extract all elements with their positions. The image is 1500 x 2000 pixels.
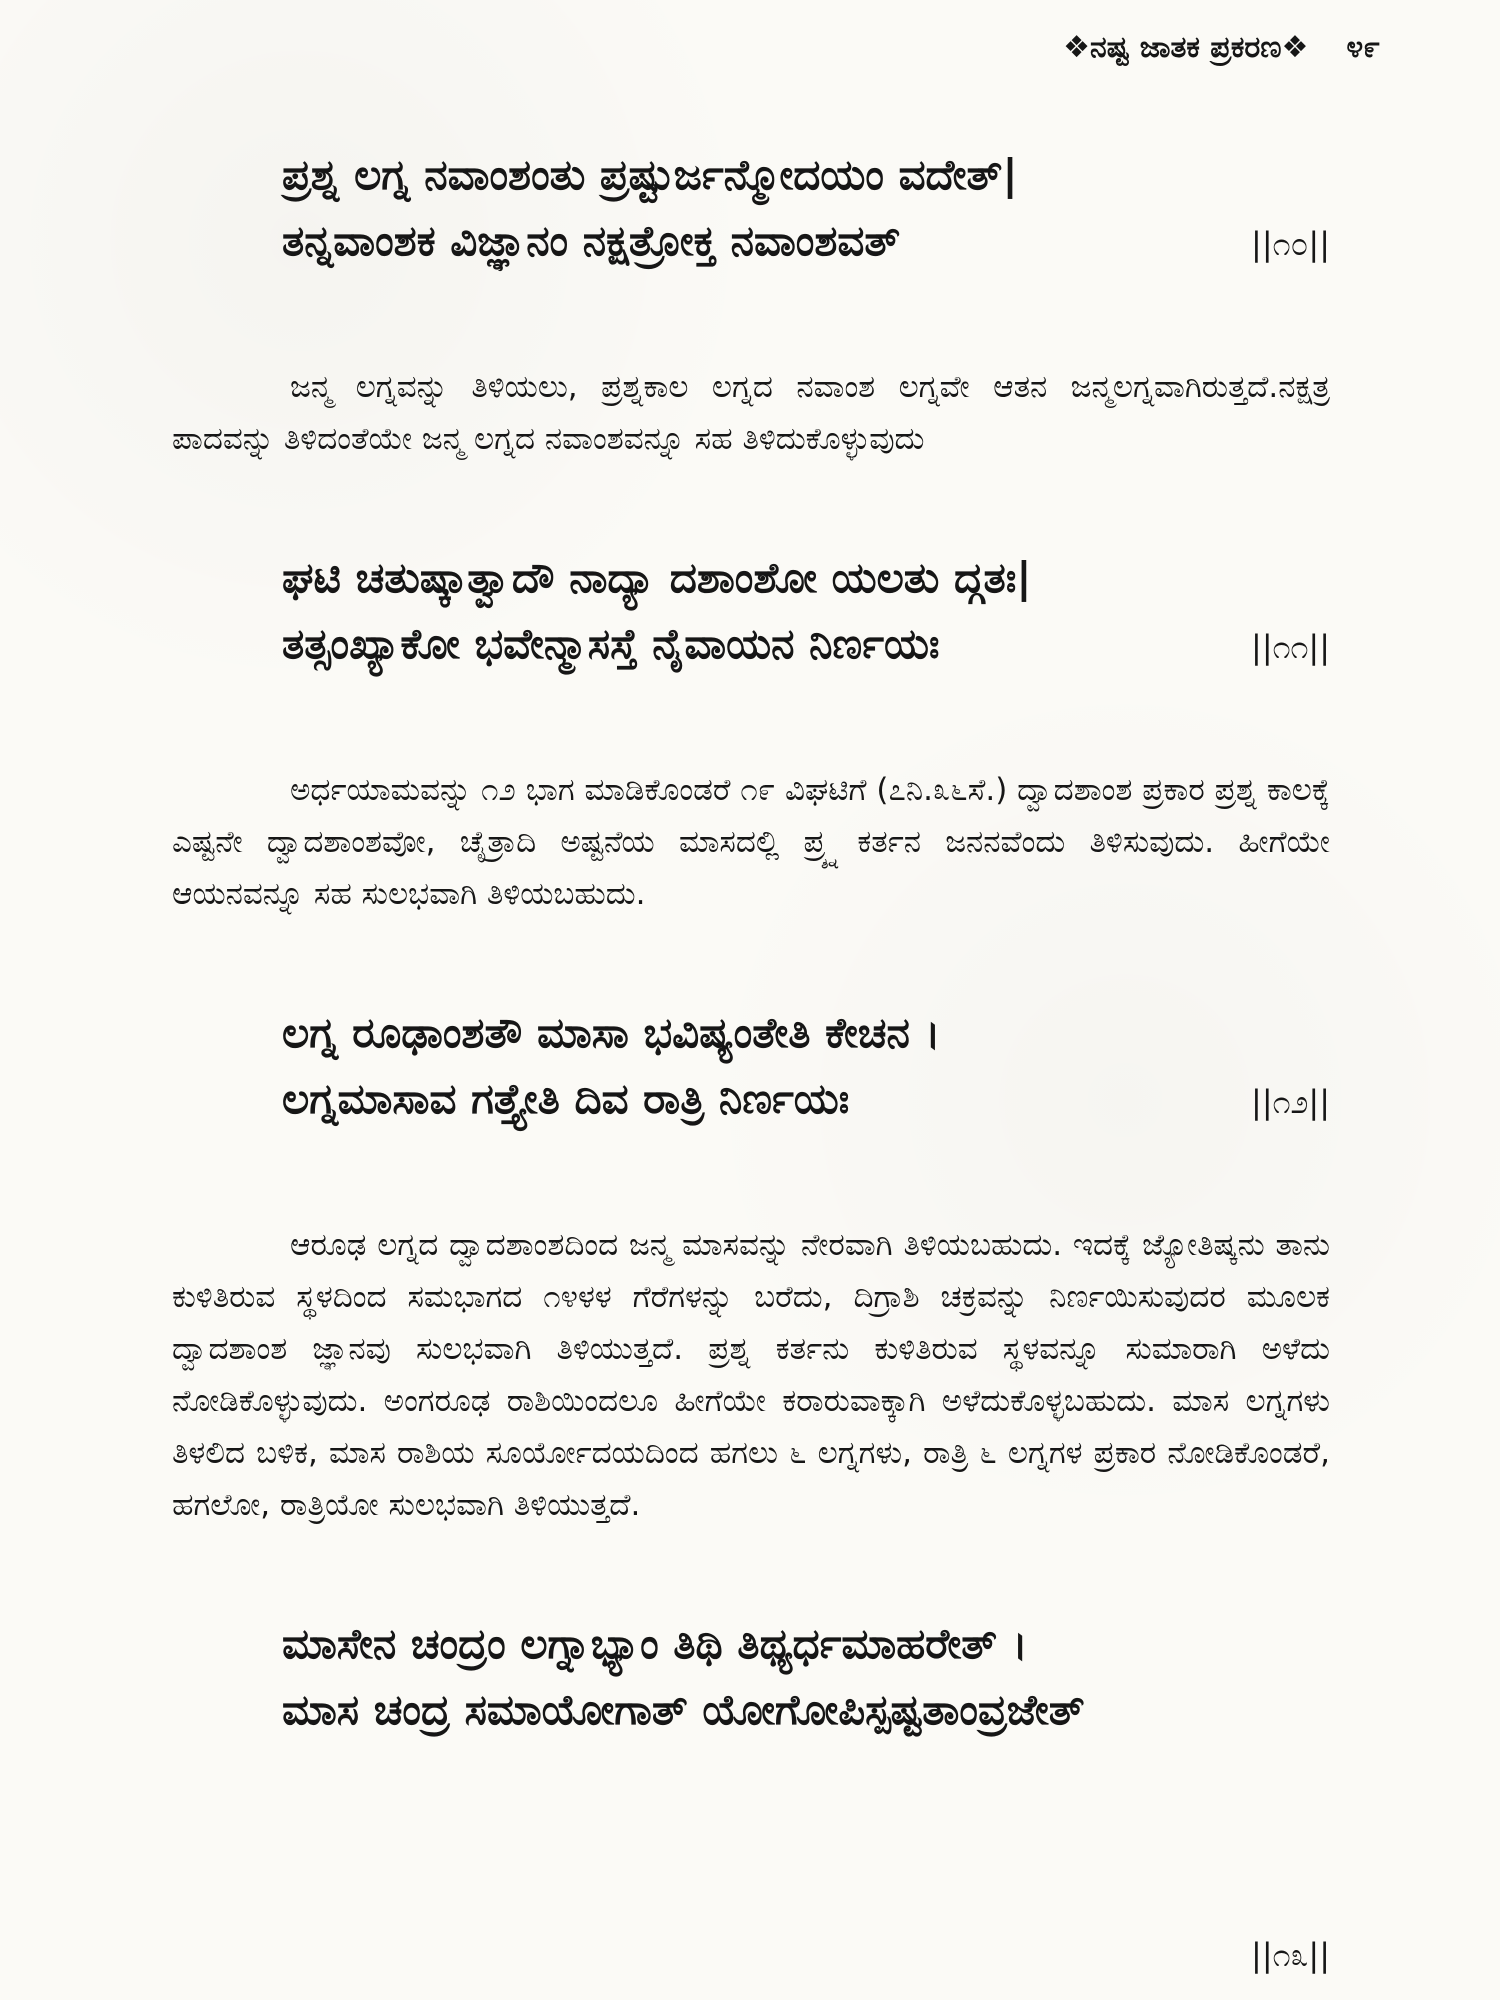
page-header (1063, 30, 1380, 65)
verse-11 (282, 545, 1330, 680)
explanation-text: ಅರ್ಧಯಾಮವನ್ನು ೧೨ ಭಾಗ ಮಾಡಿಕೊಂಡರೆ ೧೯ ವಿಘಟಿಗೆ (೭ನಿ.೩೬ಸೆ.) ದ್ವಾದಶಾಂಶ ಪ್ರಕಾರ ಪ್ರಶ್ನ ಕಾಲಕ್ಕೆ ಎಷ್ಟನೇ ದ್ವಾದಶಾಂಶವೋ, ಚೈತ್ರಾದಿ ಅಷ್ಟನೆಯ ಮಾಸದಲ್ಲಿ ಪ್ರ್ಶ್ನ ಕರ್ತನ ಜನನವೆಂದು ತಿಳಿಸುವುದು. ಹೀಗೆಯೇ ಆಯನವನ್ನೂ ಸಹ ಸುಲಭವಾಗಿ ತಿಳಿಯಬಹುದು. (172, 772, 1330, 912)
verse-line: ತನ್ನವಾಂಶಕ ವಿಜ್ಞಾನಂ ನಕ್ಷತ್ರೋಕ್ತ ನವಾಂಶವತ್ (282, 216, 901, 265)
page-title: ❖ನಷ್ಟ ಜಾತಕ ಪ್ರಕರಣ❖ (1063, 30, 1309, 65)
verse-line: ಲಗ್ನ ರೂಢಾಂಶತೌ ಮಾಸಾ ಭವಿಷ್ಯಂತೇತಿ ಕೇಚನ । (282, 1008, 941, 1057)
verse-number: ||೧೧|| (1251, 628, 1330, 666)
verse-13 (282, 1611, 1330, 1743)
explanation-text: ಆರೂಢ ಲಗ್ನದ ದ್ವಾದಶಾಂಶದಿಂದ ಜನ್ಮ ಮಾಸವನ್ನು ನೇರವಾಗಿ ತಿಳಿಯಬಹುದು. ಇದಕ್ಕೆ ಜ್ಯೋತಿಷ್ಕನು ತಾನು ಕುಳಿತಿರುವ ಸ್ಥಳದಿಂದ ಸಮಭಾಗದ ೧೪ಳಳ ಗೆರೆಗಳನ್ನು ಬರೆದು, ದಿಗ್ರಾಶಿ ಚಕ್ರವನ್ನು ನಿರ್ಣಯಿಸುವುದರ ಮೂಲಕ ದ್ವಾದಶಾಂಶ ಜ್ಞಾನವು ಸುಲಭವಾಗಿ ತಿಳಿಯುತ್ತದೆ. ಪ್ರಶ್ನ ಕರ್ತನು ಕುಳಿತಿರುವ ಸ್ಥಳವನ್ನೂ ಸುಮಾರಾಗಿ ಅಳೆದು ನೋಡಿಕೊಳ್ಳುವುದು. ಅಂಗರೂಢ ರಾಶಿಯಿಂದಲೂ ಹೀಗೆಯೇ ಕರಾರುವಾಕ್ಕಾಗಿ ಅಳೆದುಕೊಳ್ಳಬಹುದು. ಮಾಸ ಲಗ್ನಗಳು ತಿಳಲಿದ ಬಳಿಕ, ಮಾಸ ರಾಶಿಯ ಸೂರ್ಯೋದಯದಿಂದ ಹಗಲು ೬ ಲಗ್ನಗಳು, ರಾತ್ರಿ ೬ ಲಗ್ನಗಳ ಪ್ರಕಾರ ನೋಡಿಕೊಂಡರೆ, ಹಗಲೋ, ರಾತ್ರಿಯೋ ಸುಲಭವಾಗಿ ತಿಳಿಯುತ್ತದೆ. (172, 1227, 1330, 1523)
verse-number: ||೧೨|| (1251, 1083, 1330, 1121)
verse-number: ||೧೩|| (1251, 1936, 1330, 1974)
page-number: ೪೯ (1346, 30, 1380, 65)
verse-line: ಪ್ರಶ್ನ ಲಗ್ನ ನವಾಂಶಂತು ಪ್ರಷ್ಟುರ್ಜನ್ಮೋದಯಂ ವದೇತ್| (282, 150, 1018, 199)
verse-line: ಮಾಸೇನ ಚಂದ್ರಂ ಲಗ್ನಾಭ್ಯಾಂ ತಿಥಿ ತಿಥ್ಯರ್ಧಮಾಹರೇತ್ । (282, 1619, 1028, 1668)
explanation-text: ಜನ್ಮ ಲಗ್ನವನ್ನು ತಿಳಿಯಲು, ಪ್ರಶ್ನಕಾಲ ಲಗ್ನದ ನವಾಂಶ ಲಗ್ನವೇ ಆತನ ಜನ್ಮಲಗ್ನವಾಗಿರುತ್ತದೆ.ನಕ್ಷತ್ರ ಪಾದವನ್ನು ತಿಳಿದಂತೆಯೇ ಜನ್ಮ ಲಗ್ನದ ನವಾಂಶವನ್ನೂ ಸಹ ತಿಳಿದುಕೊಳ್ಳುವುದು (172, 369, 1330, 457)
verse-line: ಲಗ್ನಮಾಸಾವ ಗತ್ತ್ಯೇತಿ ದಿವ ರಾತ್ರಿ ನಿರ್ಣಯಃ (282, 1074, 850, 1123)
verse-12 (282, 1000, 1330, 1135)
verse-line: ತತ್ಸಂಖ್ಯಾಕೋ ಭವೇನ್ಮಾಸಸ್ತೆ ನೈವಾಯನ ನಿರ್ಣಯಃ (282, 619, 940, 668)
verse-line: ಮಾಸ ಚಂದ್ರ ಸಮಾಯೋಗಾತ್ ಯೋಗೋಪಿಸ್ಪಷ್ಟತಾಂವ್ರಜೇತ್ (282, 1685, 1085, 1734)
explanation-12 (172, 1219, 1330, 1531)
explanation-11 (172, 764, 1330, 920)
verse-number: ||೧೦|| (1251, 225, 1330, 263)
verse-line: ಘಟಿ ಚತುಷ್ಕಾತ್ವಾದೌ ನಾದ್ಯಾ ದಶಾಂಶೋ ಯಲತು ದ್ಗತಃ| (282, 553, 1032, 602)
verse-10 (282, 142, 1330, 277)
explanation-10 (172, 361, 1330, 465)
page-content (172, 142, 1330, 1827)
